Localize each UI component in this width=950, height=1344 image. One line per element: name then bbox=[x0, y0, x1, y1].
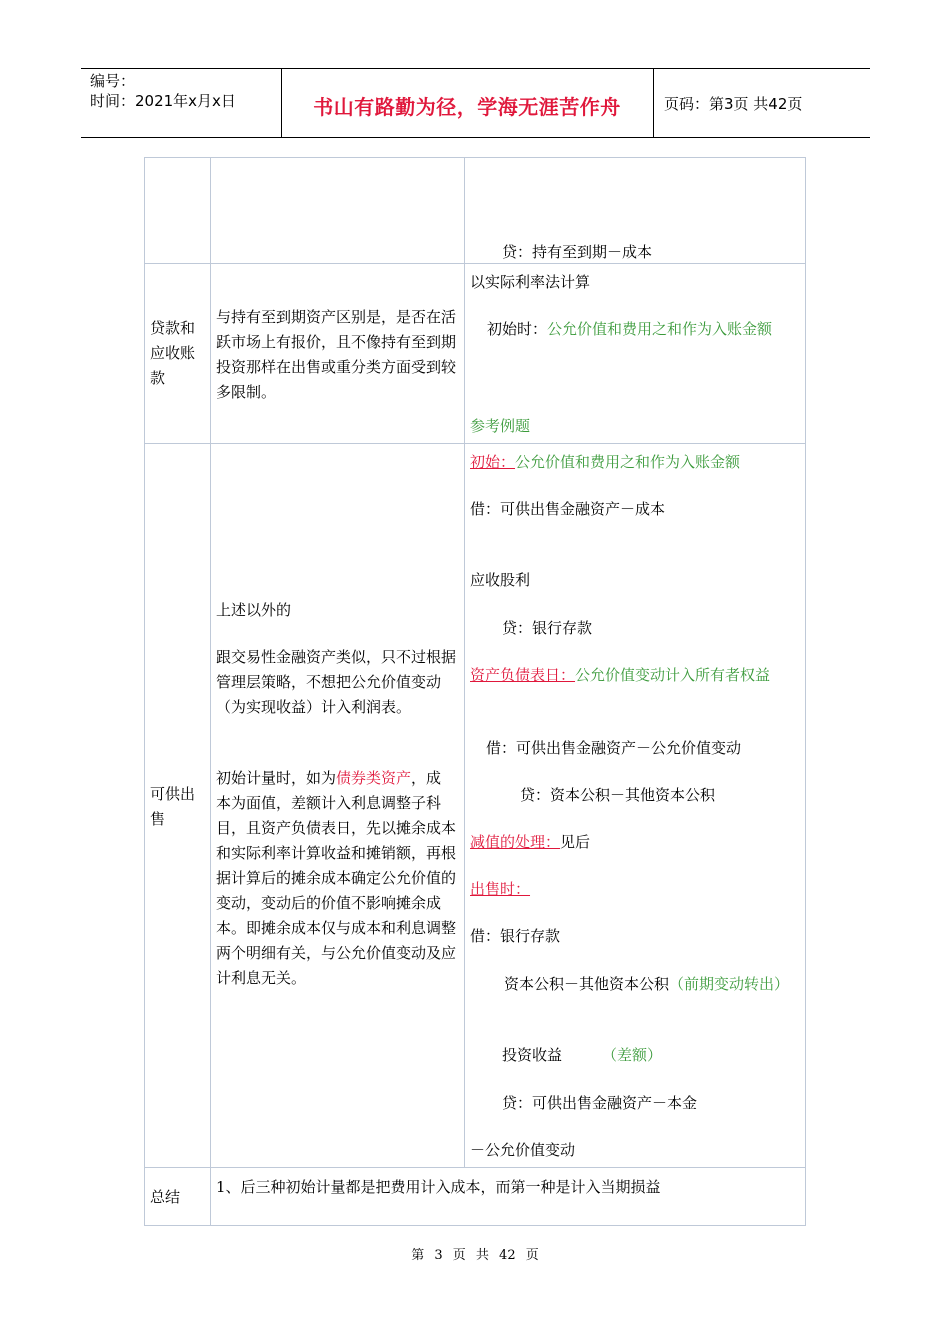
table-border bbox=[144, 1225, 806, 1226]
dividend: 应收股利 bbox=[470, 571, 531, 589]
credit-bank: 贷：银行存款 bbox=[502, 619, 593, 637]
capital-reserve: 资本公积－其他资本公积 bbox=[504, 975, 670, 993]
row2-description: 与持有至到期资产区别是，是否在活跃市场上有报价，且不像持有至到期投资那样在出售或重分类方面受到较多限制。 bbox=[216, 308, 457, 401]
row2-reference: 参考例题 bbox=[470, 417, 531, 435]
credit-capital: 贷：资本公积－其他资本公积 bbox=[520, 786, 716, 804]
capital-reserve-line bbox=[470, 972, 796, 997]
row4-category: 总结 bbox=[150, 1188, 181, 1206]
row2-initial bbox=[470, 317, 796, 342]
page-footer: 第 3 页 共 42 页 bbox=[411, 1248, 539, 1263]
row3-desc-p2: 跟交易性金融资产类似，只不过根据管理层策略，不想把公允价值变动（为实现收益）计入利润表。 bbox=[216, 648, 457, 716]
row3-desc-p1: 上述以外的 bbox=[216, 601, 292, 619]
init-line bbox=[470, 450, 740, 475]
bs-text: 公允价值变动计入所有者权益 bbox=[575, 666, 771, 684]
table-border bbox=[144, 443, 806, 444]
row4-summary: 1、后三种初始计量都是把费用计入成本，而第一种是计入当期损益 bbox=[216, 1178, 661, 1196]
bs-label: 资产负债表日： bbox=[470, 666, 576, 684]
desc-p3-post: ，成本为面值，差额计入利息调整子科目，且资产负债表日，先以摊余成本和实际利率计算收益和摊销额，再根据计算后的摊余成本确定公允价值的变动，变动后的价值不影响摊余成本。即摊余成本仅与成本和利息调整两个明细有关，与公允价值变动及应计利息无关。 bbox=[216, 769, 457, 987]
capital-note: （前期变动转出） bbox=[669, 975, 790, 993]
bond-asset-link: 债券类资产 bbox=[336, 769, 412, 787]
row1-entry: 贷：持有至到期－成本 bbox=[502, 243, 653, 261]
impair-label: 减值的处理： bbox=[470, 833, 561, 851]
initial-prefix: 初始时： bbox=[487, 320, 548, 338]
table-border bbox=[210, 157, 211, 1226]
table-border bbox=[144, 263, 806, 264]
table-border bbox=[144, 157, 145, 1226]
row3-category: 可供出售 bbox=[150, 785, 196, 828]
credit-afs-principal: 贷：可供出售金融资产－本金 bbox=[502, 1094, 698, 1112]
desc-p3-pre: 初始计量时，如为 bbox=[216, 769, 337, 787]
init-text: 公允价值和费用之和作为入账金额 bbox=[515, 453, 741, 471]
table-border bbox=[144, 1167, 806, 1168]
impair-line bbox=[470, 830, 590, 855]
date-label: 时间：2021年x月x日 bbox=[90, 92, 236, 110]
table-border bbox=[144, 157, 806, 158]
sale-label: 出售时： bbox=[470, 880, 531, 898]
debit-bank: 借：银行存款 bbox=[470, 927, 561, 945]
debit-afs-fv: 借：可供出售金融资产－公允价值变动 bbox=[486, 739, 742, 757]
table-border bbox=[805, 157, 806, 1226]
page-info: 页码：第3页 共42页 bbox=[664, 95, 803, 113]
initial-text: 公允价值和费用之和作为入账金额 bbox=[547, 320, 773, 338]
row2-method: 以实际利率法计算 bbox=[470, 273, 591, 291]
debit-afs-cost: 借：可供出售金融资产－成本 bbox=[470, 500, 666, 518]
impair-text: 见后 bbox=[560, 833, 591, 851]
row3-desc-p3 bbox=[216, 766, 456, 991]
motto: 书山有路勤为径，学海无涯苦作舟 bbox=[313, 95, 621, 119]
init-label: 初始： bbox=[470, 453, 516, 471]
number-label: 编号： bbox=[90, 72, 136, 90]
fv-change: －公允价值变动 bbox=[470, 1141, 576, 1159]
invest-note: （差额） bbox=[602, 1046, 663, 1064]
bs-date-line bbox=[470, 663, 796, 688]
invest-income-line bbox=[502, 1043, 662, 1068]
table-border bbox=[464, 157, 465, 1168]
invest-income: 投资收益 bbox=[502, 1046, 563, 1064]
row2-category: 贷款和应收账款 bbox=[150, 319, 196, 387]
